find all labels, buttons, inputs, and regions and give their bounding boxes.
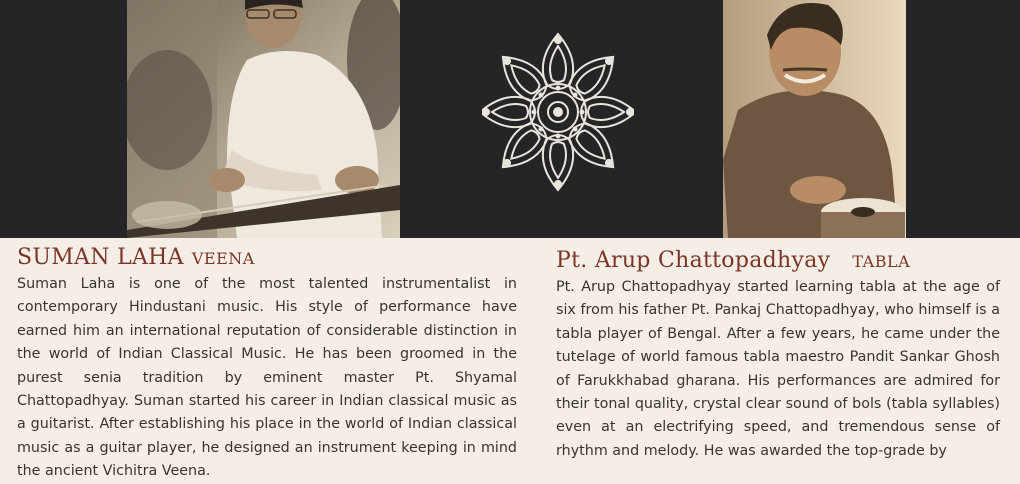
mandala-ornament-icon: [482, 30, 634, 195]
artist-bio-text: Suman Laha is one of the most talented instrumentalist in contemporary Hindustani music. His style of performance have earned him an international reputation of considerable distinction in the world of Indian Classical Music. He has been groomed in the purest senia tradition by eminent master Pt. Shyamal Chattopadhyay. Suman started his career in Indian classical music as a guitarist. After establishing his place in the world of Indian classical music as a guitar player, he designed an instrument keeping in mind the ancient Vichitra Veena.: [17, 276, 517, 480]
artist-instrument: VEENA: [191, 249, 255, 268]
arup-chattopadhyay-bio-section: [556, 249, 1000, 463]
artist-instrument: TABLA: [852, 252, 911, 271]
artist-name: SUMAN LAHA: [17, 245, 184, 270]
suman-laha-photo: [127, 0, 400, 238]
artist-name: Pt. Arup Chattopadhyay: [556, 248, 831, 273]
suman-laha-bio-section: [17, 246, 517, 484]
artist-bio-text: Pt. Arup Chattopadhyay started learning tabla at the age of six from his father Pt. Pankaj Chattopadhyay, who himself is a tabla player of Bengal. After a few years, he came under the tutelage of world famous tabla maestro Pandit Sankar Ghosh of Farukkhabad gharana. His performances are admired for their tonal quality, crystal clear sound of bols (tabla syllables) even at an electrifying speed, and tremendous sense of rhythm and melody. He was awarded the top-grade by: [556, 279, 1000, 459]
artist-heading: [17, 246, 517, 271]
artist-heading: [556, 249, 1000, 274]
arup-chattopadhyay-photo: [723, 0, 906, 238]
